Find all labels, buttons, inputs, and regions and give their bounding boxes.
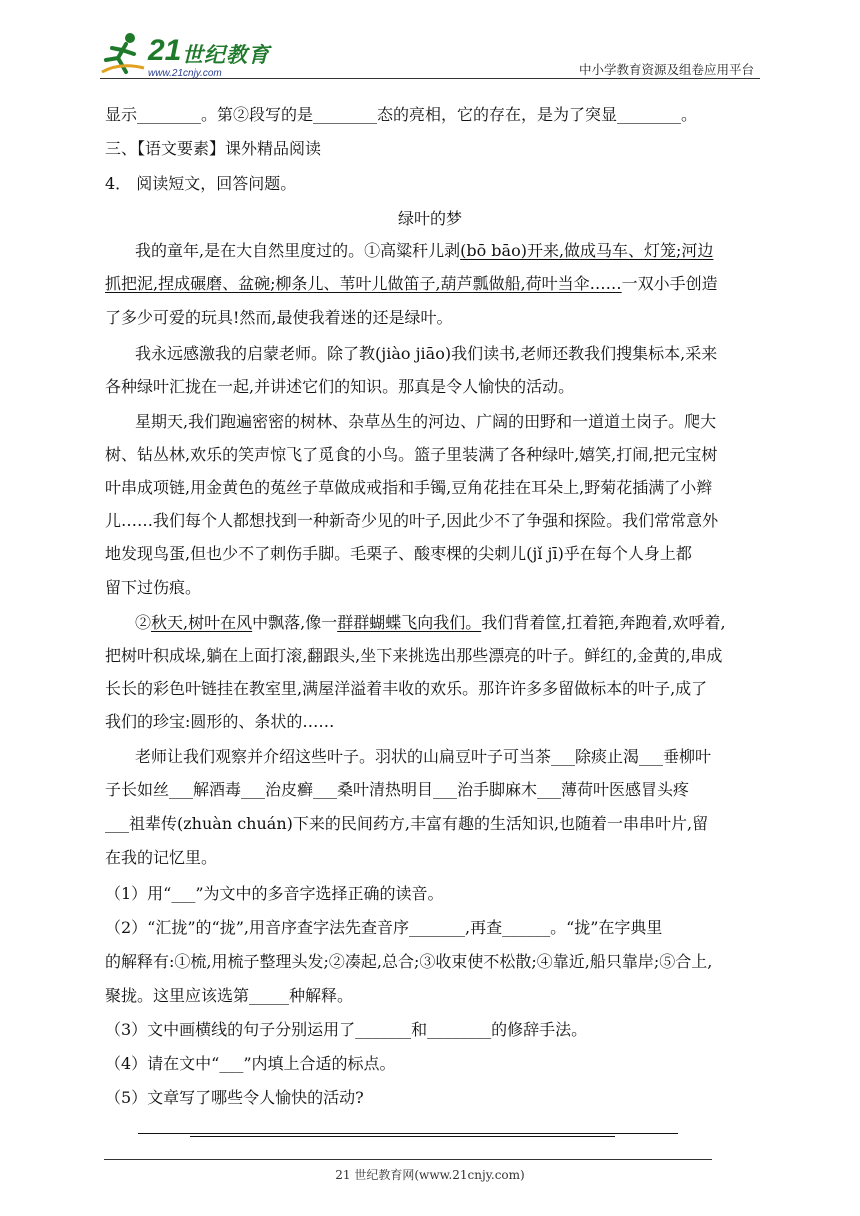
passage-line — [135, 240, 713, 262]
passage-text: 老师让我们观察并介绍这些叶子。羽状的山扁豆叶子可当茶___除痰止渴___垂柳叶 — [135, 747, 712, 766]
passage-line — [135, 746, 711, 768]
logo-number: 21 — [148, 34, 182, 67]
passage-text: 我永远感激我的启蒙老师。除了教(jiào jiāo)我们读书,老师还教我们搜集标本,采来 — [135, 344, 718, 363]
passage-text: 把树叶积成垛,躺在上面打滚,翻跟头,坐下来挑选出那些漂亮的叶子。鲜红的,金黄的,串成 — [105, 646, 723, 665]
passage-line — [105, 444, 717, 466]
passage-text: 儿……我们每个人都想找到一种新奇少见的叶子,因此少不了争强和探险。我们常常意外 — [105, 511, 719, 530]
passage-line — [105, 543, 692, 565]
passage-text: 地发现鸟蛋,但也少不了刺伤手脚。毛栗子、酸枣棵的尖刺儿(jǐ jī)乎在每个人身上都 — [105, 544, 692, 563]
question-line: 聚拢。这里应该选第_____种解释。 — [105, 986, 354, 1005]
passage-line — [105, 477, 712, 499]
passage-text: 我的童年,是在大自然里度过的。①高粱秆儿剥 — [135, 241, 461, 260]
passage-text: 星期天,我们跑遍密密的树林、杂草丛生的河边、广阔的田野和一道道土岗子。爬大 — [135, 412, 717, 431]
header-divider — [100, 78, 760, 79]
passage-line — [105, 645, 722, 667]
passage-text: 树、钻丛林,欢乐的笑声惊飞了觅食的小鸟。篮子里装满了各种绿叶,嬉笑,打闹,把元宝树 — [105, 445, 718, 464]
passage-line — [105, 307, 453, 329]
passage-line — [105, 847, 217, 869]
logo-url: www.21cnjy.com — [148, 68, 222, 79]
passage-text: 在我的记忆里。 — [105, 848, 218, 867]
passage-text: 叶串成项链,用金黄色的菟丝子草做成戒指和手镯,豆角花挂在耳朵上,野菊花插满了小辫 — [105, 478, 713, 497]
runner-logo-icon — [100, 32, 146, 76]
footer-divider — [104, 1159, 712, 1160]
question-line: （4）请在文中“___”内填上合适的标点。 — [105, 1054, 396, 1073]
answer-line-inner — [190, 1136, 615, 1137]
passage-text: 了多少可爱的玩具!然而,最使我着迷的还是绿叶。 — [105, 308, 453, 327]
passage-text: 一双小手创造 — [621, 274, 718, 293]
passage-text: 我们背着筐,扛着筢,奔跑着,欢呼着, — [481, 613, 726, 632]
passage-line — [135, 411, 716, 433]
answer-line[interactable] — [138, 1133, 678, 1134]
question-line: （5）文章写了哪些令人愉快的活动? — [105, 1088, 364, 1107]
text-line: 4． 阅读短文，回答问题。 — [105, 174, 297, 193]
question-line: （2）“汇拢”的“拢”,用音序查字法先查音序_______,再查______。“拢”在字典里 — [105, 918, 663, 937]
question-line: （3）文中画横线的句子分别运用了_______和________的修辞手法。 — [105, 1020, 588, 1039]
underlined-text: (bō bāo)开来,做成马车、灯笼;河边 — [460, 241, 714, 260]
text-line: 三、【语文要素】课外精品阅读 — [105, 139, 322, 158]
passage-line — [135, 343, 717, 365]
question-line: （1）用“___”为文中的多音字选择正确的读音。 — [105, 884, 444, 903]
footer-text: 21 世纪教育网(www.21cnjy.com) — [335, 1168, 525, 1182]
passage-text: ___祖辈传(zhuàn chuán)下来的民间药方,丰富有趣的生活知识,也随着一串串叶片,留 — [105, 814, 709, 833]
text-line: 显示________。第②段写的是________态的亮相，它的存在，是为了突显________。 — [105, 105, 698, 124]
page-header — [100, 30, 760, 82]
passage-text: ② — [135, 613, 152, 632]
passage-text: 各种绿叶汇拢在一起,并讲述它们的知识。那真是令人愉快的活动。 — [105, 377, 575, 396]
passage-line — [105, 678, 707, 700]
passage-line — [105, 273, 718, 295]
passage-text: 我们的珍宝:圆形的、条状的…… — [105, 712, 335, 731]
passage-text: 中飘落,像一 — [252, 613, 338, 632]
passage-line — [105, 510, 718, 532]
underlined-text: 抓把泥,捏成碾磨、盆碗;柳条儿、苇叶儿做笛子,葫芦瓢做船,荷叶当伞…… — [105, 274, 622, 293]
passage-text: 子长如丝___解酒毒___治皮癣___桑叶清热明目___治手脚麻木___薄荷叶医感冒头疼 — [105, 780, 690, 799]
logo — [100, 30, 300, 78]
passage-line — [105, 711, 334, 733]
logo-name: 世纪教育 — [182, 43, 270, 67]
question-line: 的解释有:①梳,用梳子整理头发;②凑起,总合;③收束使不松散;④靠近,船只靠岸;⑤合上, — [105, 952, 713, 971]
passage-line — [105, 779, 689, 801]
passage-text: 长长的彩色叶链挂在教室里,满屋洋溢着丰收的欢乐。那许许多多留做标本的叶子,成了 — [105, 679, 708, 698]
underlined-text: 秋天,树叶在风 — [151, 613, 253, 632]
passage-line — [135, 612, 726, 634]
underlined-text: 群群蝴蝶飞向我们。 — [337, 613, 482, 632]
platform-label: 中小学教育资源及组卷应用平台 — [578, 62, 754, 77]
passage-line — [105, 376, 574, 398]
passage-line — [105, 813, 708, 835]
passage-text: 留下过伤痕。 — [105, 578, 202, 597]
passage-title: 绿叶的梦 — [397, 209, 462, 228]
passage-line — [105, 577, 201, 599]
